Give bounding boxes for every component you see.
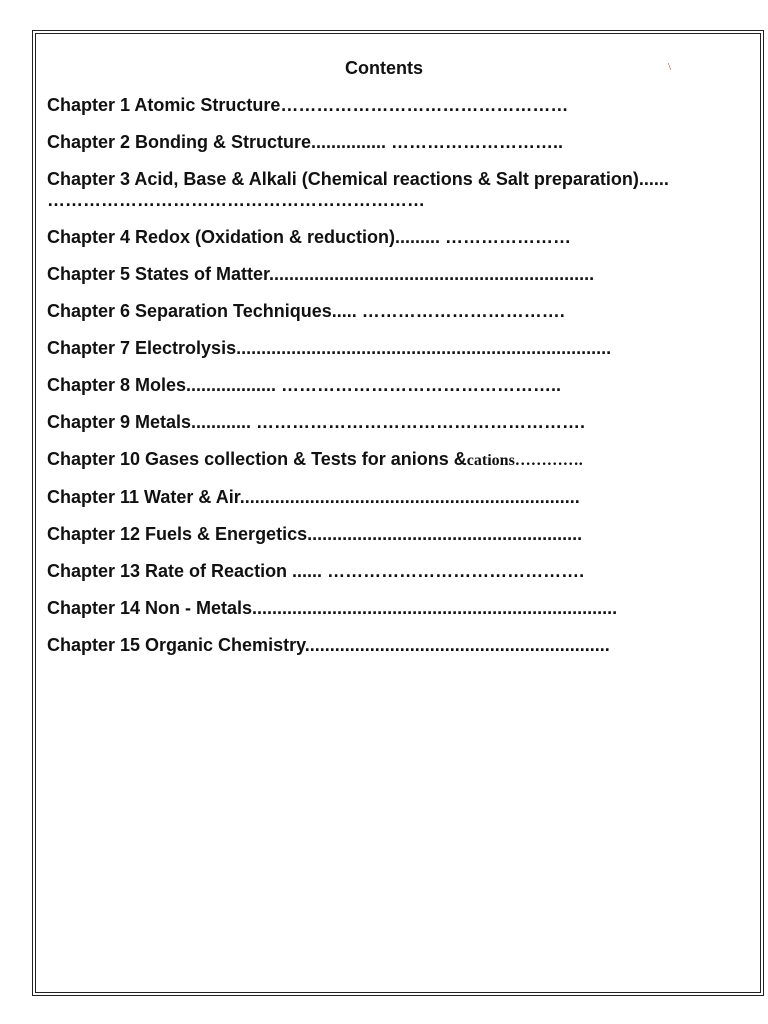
table-of-contents [47,95,707,656]
toc-entry-chapter-8 [47,375,707,396]
toc-entry-text: Chapter 1 Atomic Structure………………………………………… [47,95,569,115]
corner-mark: \ [668,61,672,73]
contents-title [0,58,768,79]
toc-entry-text: Chapter 13 Rate of Reaction ...... ……………………………………. [47,561,585,581]
toc-entry-text: Chapter 14 Non - Metals......................................................................... [47,598,618,618]
toc-entry-chapter-3 [47,169,707,211]
toc-entry-text: Chapter 3 Acid, Base & Alkali (Chemical reactions & Salt preparation)...... ……………………………………………………… [47,169,669,210]
toc-entry-text: Chapter 7 Electrolysis........................................................................... [47,338,612,358]
toc-entry-text: Chapter 8 Moles.................. ……………………………………….. [47,375,562,395]
toc-entry-chapter-6 [47,301,707,322]
toc-entry-text: Chapter 4 Redox (Oxidation & reduction)......... ………………… [47,227,572,247]
toc-entry-text: Chapter 2 Bonding & Structure............... ……………………….. [47,132,564,152]
toc-entry-chapter-5 [47,264,707,285]
contents-title-text: Contents [345,58,423,78]
toc-entry-chapter-14 [47,598,707,619]
toc-entry-chapter-11 [47,487,707,508]
toc-entry-chapter-4 [47,227,707,248]
toc-entry-tail: cations…………. [466,452,583,469]
toc-entry-text: Chapter 6 Separation Techniques..... ……………………………. [47,301,565,321]
toc-entry-chapter-1 [47,95,707,116]
toc-entry-text: Chapter 9 Metals............ ………………………………………………. [47,412,586,432]
toc-entry-chapter-2 [47,132,707,153]
toc-entry-chapter-15 [47,635,707,656]
toc-entry-text: Chapter 12 Fuels & Energetics....................................................... [47,524,583,544]
toc-entry-text: Chapter 5 States of Matter................................................................. [47,264,595,284]
toc-entry-chapter-12 [47,524,707,545]
toc-entry-chapter-10 [47,449,707,471]
toc-entry-chapter-7 [47,338,707,359]
toc-entry-chapter-9 [47,412,707,433]
toc-entry-chapter-13 [47,561,707,582]
toc-entry-text: Chapter 10 Gases collection & Tests for anions & [47,449,467,469]
toc-entry-text: Chapter 11 Water & Air.................................................................... [47,487,580,507]
toc-entry-text: Chapter 15 Organic Chemistry............................................................. [47,635,610,655]
